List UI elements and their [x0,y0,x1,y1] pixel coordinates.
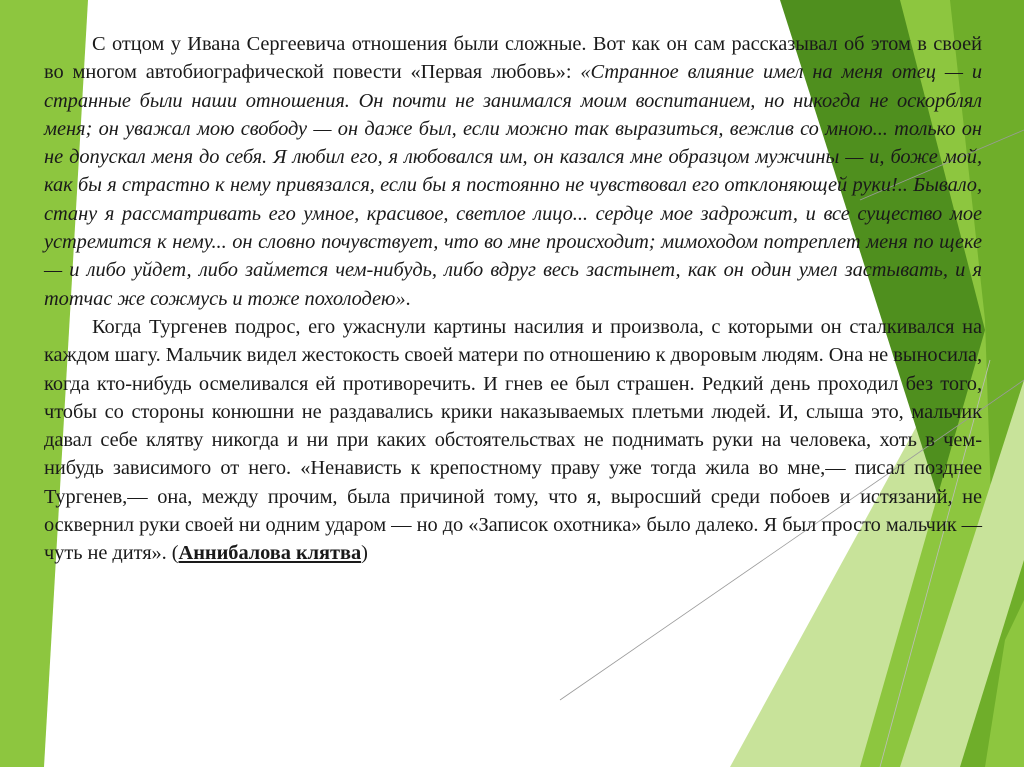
paragraph-serfdom [44,313,982,568]
hannibal-oath-link[interactable]: Аннибалова клятва [178,542,362,565]
paragraph-father-intro: С отцом у Ивана Сергеевича отношения были сложные. Вот как он сам рассказывал об этом в своей во многом автобиографической повести «Первая любовь»: [44,33,982,84]
paren-open: ( [171,542,179,565]
paragraph-father-end: . [405,287,411,310]
paragraph-father [44,30,982,313]
first-love-quote: «Странное влияние имел на меня отец — и странные были наши отношения. Он почти не занимался моим воспитанием, но никогда не оскорблял меня; он уважал мою свободу — он даже был, если можно так выразиться, вежлив со мною... только он не допускал меня до себя. Я любил его, я любовался им, он казался мне образцом мужчины — и, боже мой, как бы я страстно к нему привязался, если бы я постоянно не чувствовал его отклоняющей руки!.. Бывало, стану я рассматривать его умное, красивое, светлое лицо... сердце мое задрожит, и все существо мое устремится к нему... он словно почувствует, что во мне происходит; мимоходом потреплет меня по щеке — и либо уйдет, либо займется чем-нибудь, либо вдруг весь застынет, как он один умел застывать, и я тотчас же сожмусь и тоже похолодею» [44,61,982,310]
paren-close: ) [361,542,368,565]
text-panel [44,30,982,568]
paragraph-serfdom-body: Когда Тургенев подрос, его ужаснули картины насилия и произвола, с которыми он сталкивался на каждом шагу. Мальчик видел жестокость своей матери по отношению к дворовым людям. Она не выносила, когда кто-нибудь осмеливался ей противоречить. И гнев ее был страшен. Редкий день проходил без того, чтобы со стороны конюшни не раздавались крики наказываемых плетьми людей. И, слыша это, мальчик давал себе клятву никогда и ни при каких обстоятельствах не поднимать руки на человека, хоть в чем-нибудь зависимого от него. «Ненависть к крепостному праву уже тогда жила во мне,— писал позднее Тургенев,— она, между прочим, была причиной тому, что я, выросший среди побоев и истязаний, не осквернил руки своей ни одним ударом — но до «Записок охотника» было далеко. Я был просто мальчик — чуть не дитя». [44,315,983,565]
